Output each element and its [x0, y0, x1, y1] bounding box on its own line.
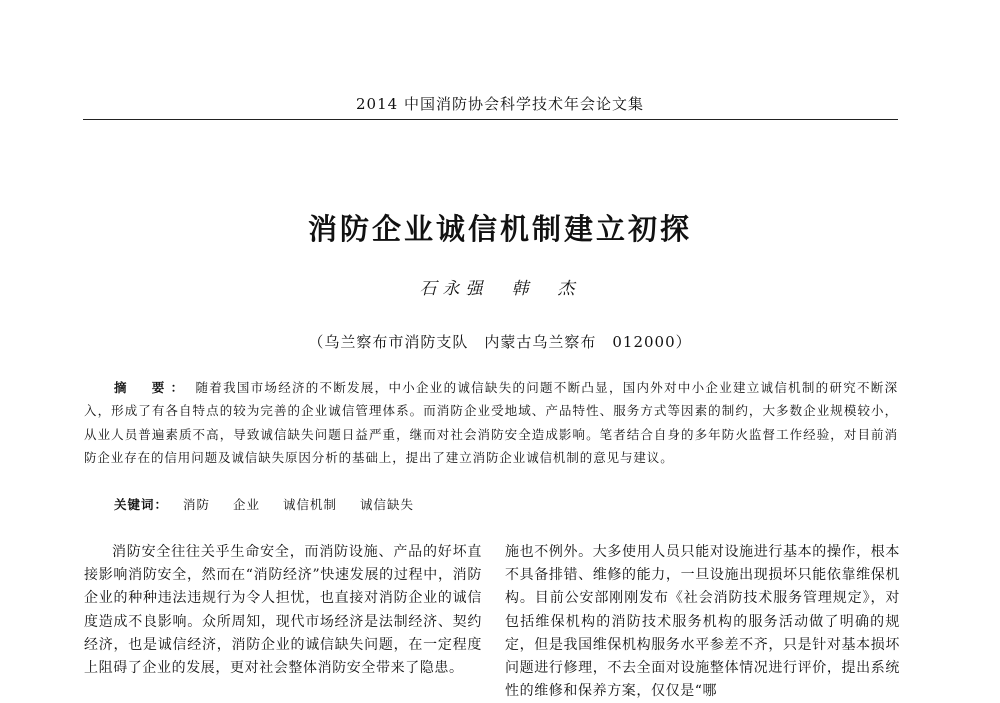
body-left-column — [84, 541, 482, 680]
keyword-item: 诚信机制 — [283, 497, 338, 512]
body-paragraph: 消防安全往往关乎生命安全，而消防设施、产品的好坏直接影响消防安全，然而在“消防经济”快速发展的过程中，消防企业的种种违法违规行为令人担忧，也直接对消防企业的诚信度造成不良影响。众所周知，现代市场经济是法制经济、契约经济，也是诚信经济，消防企业的诚信缺失问题，在一定程度上阻碍了企业的发展，更对社会整体消防安全带来了隐患。 — [84, 544, 482, 677]
body-right-column — [505, 541, 900, 703]
abstract-label: 摘 要： — [114, 380, 190, 395]
keyword-item: 企业 — [233, 497, 261, 512]
keywords — [114, 495, 894, 513]
paper-title: 消防企业诚信机制建立初探 — [307, 212, 692, 246]
keyword-item: 消防 — [183, 497, 211, 512]
body-paragraph: 施也不例外。大多使用人员只能对设施进行基本的操作，根本不具备排错、维修的能力，一旦设施出现损坏只能依靠维保机构。目前公安部刚刚发布《社会消防技术服务管理规定》，对包括维保机构的消防技术服务机构的服务活动做了明确的规定，但是我国维保机构服务水平参差不齐，只是针对基本损坏问题进行修理，不去全面对设施整体情况进行评价，提出系统性的维修和保养方案，仅仅是“哪 — [505, 544, 900, 700]
header-rule — [83, 119, 898, 120]
keyword-item: 诚信缺失 — [360, 497, 415, 512]
keywords-label: 关键词： — [114, 497, 169, 512]
running-header: 2014 中国消防协会科学技术年会论文集 — [356, 95, 644, 113]
paper-authors: 石永强 韩 杰 — [419, 279, 581, 299]
paper-affiliation: （乌兰察布市消防支队 内蒙古乌兰察布 012000） — [308, 333, 692, 351]
abstract-text: 随着我国市场经济的不断发展，中小企业的诚信缺失的问题不断凸显，国内外对中小企业建立诚信机制的研究不断深入，形成了有各自特点的较为完善的企业诚信管理体系。而消防企业受地域、产品特性、服务方式等因素的制约，大多数企业规模较小，从业人员普遍素质不高，导致诚信缺失问题日益严重，继而对社会消防安全造成影响。笔者结合自身的多年防火监督工作经验，对目前消防企业存在的信用问题及诚信缺失原因分析的基础上，提出了建立消防企业诚信机制的意见与建议。 — [84, 380, 898, 466]
abstract — [84, 376, 898, 470]
